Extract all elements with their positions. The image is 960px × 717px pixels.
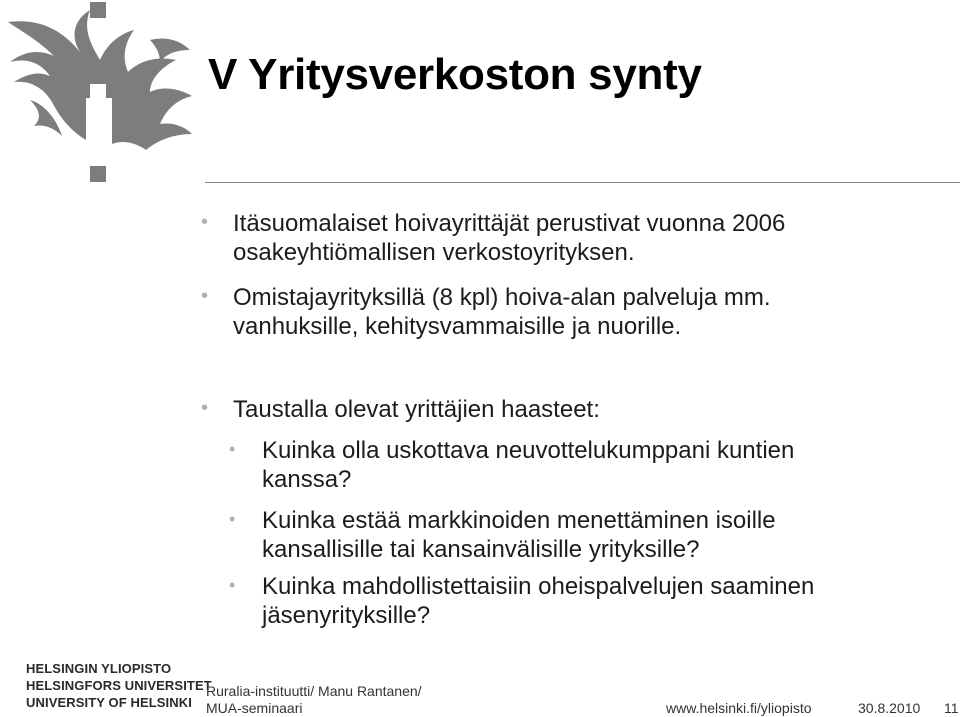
bullet-dot-icon: •: [229, 509, 236, 529]
footer-url: www.helsinki.fi/yliopisto: [666, 700, 812, 716]
bullet-dot-icon: •: [229, 439, 236, 459]
bullet-item: [201, 283, 873, 341]
title-divider: [205, 182, 960, 183]
footer-date: 30.8.2010: [858, 700, 921, 716]
footer-credit: Ruralia-instituutti/ Manu Rantanen/ MUA-seminaari: [206, 683, 422, 716]
university-flame-cross-icon: [0, 0, 200, 190]
subbullet-item: [229, 506, 872, 564]
bullet-item: [201, 395, 873, 424]
subbullet-item: [229, 572, 892, 630]
subbullet-text: Kuinka olla uskottava neuvottelukumppani kuntien kanssa?: [262, 437, 795, 493]
wordmark-line: HELSINGIN YLIOPISTO: [26, 661, 172, 676]
subbullet-item: [229, 436, 872, 494]
bullet-text: Omistajayrityksillä (8 kpl) hoiva-alan palveluja mm. vanhuksille, kehitysvammaisille ja nuorille.: [233, 284, 771, 340]
bullet-dot-icon: •: [201, 397, 209, 419]
bullet-item: [201, 209, 873, 267]
subbullet-text: Kuinka mahdollistettaisiin oheispalvelujen saaminen jäsenyrityksille?: [262, 573, 815, 629]
page-number: 11: [944, 700, 959, 716]
bullet-text: Taustalla olevat yrittäjien haasteet:: [233, 396, 600, 423]
wordmark-line: HELSINGFORS UNIVERSITET: [26, 678, 212, 693]
slide-title: V Yritysverkoston synty: [208, 50, 702, 99]
bullet-dot-icon: •: [201, 211, 209, 233]
bullet-dot-icon: •: [201, 285, 209, 307]
university-wordmark: [26, 660, 212, 711]
bullet-text: Itäsuomalaiset hoivayrittäjät perustivat vuonna 2006 osakeyhtiömallisen verkostoyrityksen.: [233, 210, 786, 266]
subbullet-text: Kuinka estää markkinoiden menettäminen isoille kansallisille tai kansainvälisille yrityksille?: [262, 507, 776, 563]
wordmark-line: UNIVERSITY OF HELSINKI: [26, 695, 192, 710]
bullet-dot-icon: •: [229, 575, 236, 595]
